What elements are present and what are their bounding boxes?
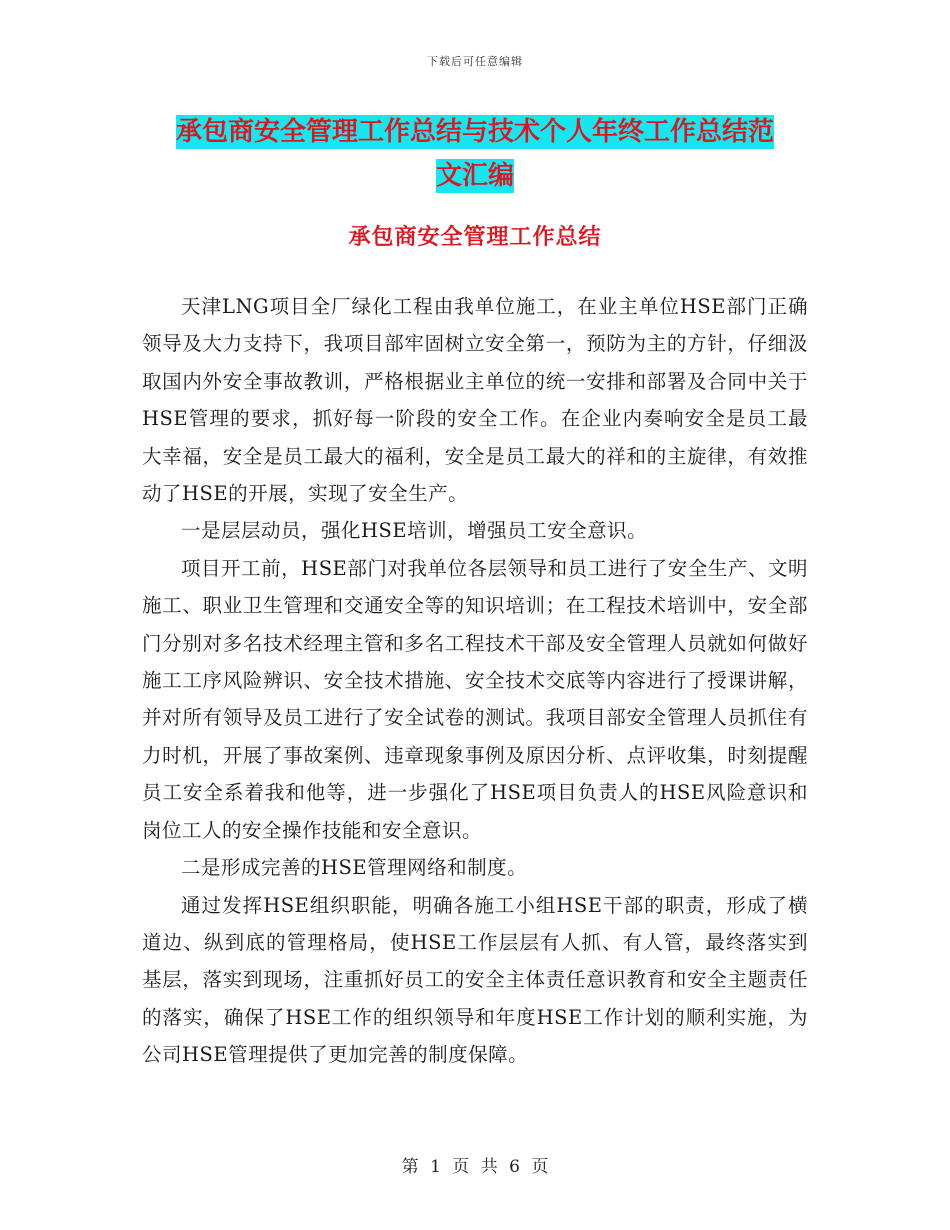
page-number-footer: 第 1 页 共 6 页 [401,1157,549,1177]
paragraph-intro: 天津LNG项目全厂绿化工程由我单位施工，在业主单位HSE部门正确领导及大力支持下，我项目部牢固树立安全第一，预防为主的方针，仔细汲取国内外安全事故教训，严格根据业主单位的统一安排和部署及合同中关于HSE管理的要求，抓好每一阶段的安全工作。在企业内奏响安全是员工最大幸福，安全是员工最大的福利，安全是员工最大的祥和的主旋律，有效推动了HSE的开展，实现了安全生产。 [142,295,808,506]
paragraph-point-1-body: 项目开工前，HSE部门对我单位各层领导和员工进行了安全生产、文明施工、职业卫生管理和交通安全等的知识培训；在工程技术培训中，安全部门分别对多名技术经理主管和多名工程技术干部及安全管理人员就如何做好施工工序风险辨识、安全技术措施、安全技术交底等内容进行了授课讲解，并对所有领导及员工进行了安全试卷的测试。我项目部安全管理人员抓住有力时机，开展了事故案例、违章现象事例及原因分析、点评收集，时刻提醒员工安全系着我和他等，进一步强化了HSE项目负责人的HSE风险意识和岗位工人的安全操作技能和安全意识。 [142,556,808,842]
paragraph-point-1-heading: 一是层层动员，强化HSE培训，增强员工安全意识。 [181,519,648,543]
section-title: 承包商安全管理工作总结 [348,224,602,250]
paragraph-point-2-heading: 二是形成完善的HSE管理网络和制度。 [181,856,528,880]
document-title-line-1: 承包商安全管理工作总结与技术个人年终工作总结范 [175,117,774,147]
paragraph-point-2-body: 通过发挥HSE组织职能，明确各施工小组HSE干部的职责，形成了横道边、纵到底的管理格局，使HSE工作层层有人抓、有人管，最终落实到基层，落实到现场，注重抓好员工的安全主体责任意识教育和安全主题责任的落实，确保了HSE工作的组织领导和年度HSE工作计划的顺利实施，为公司HSE管理提供了更加完善的制度保障。 [142,893,808,1067]
document-title-line-2: 文汇编 [435,161,514,191]
body-text [142,288,808,1074]
header-note: 下载后可任意编辑 [427,55,523,68]
document-title [140,110,810,198]
